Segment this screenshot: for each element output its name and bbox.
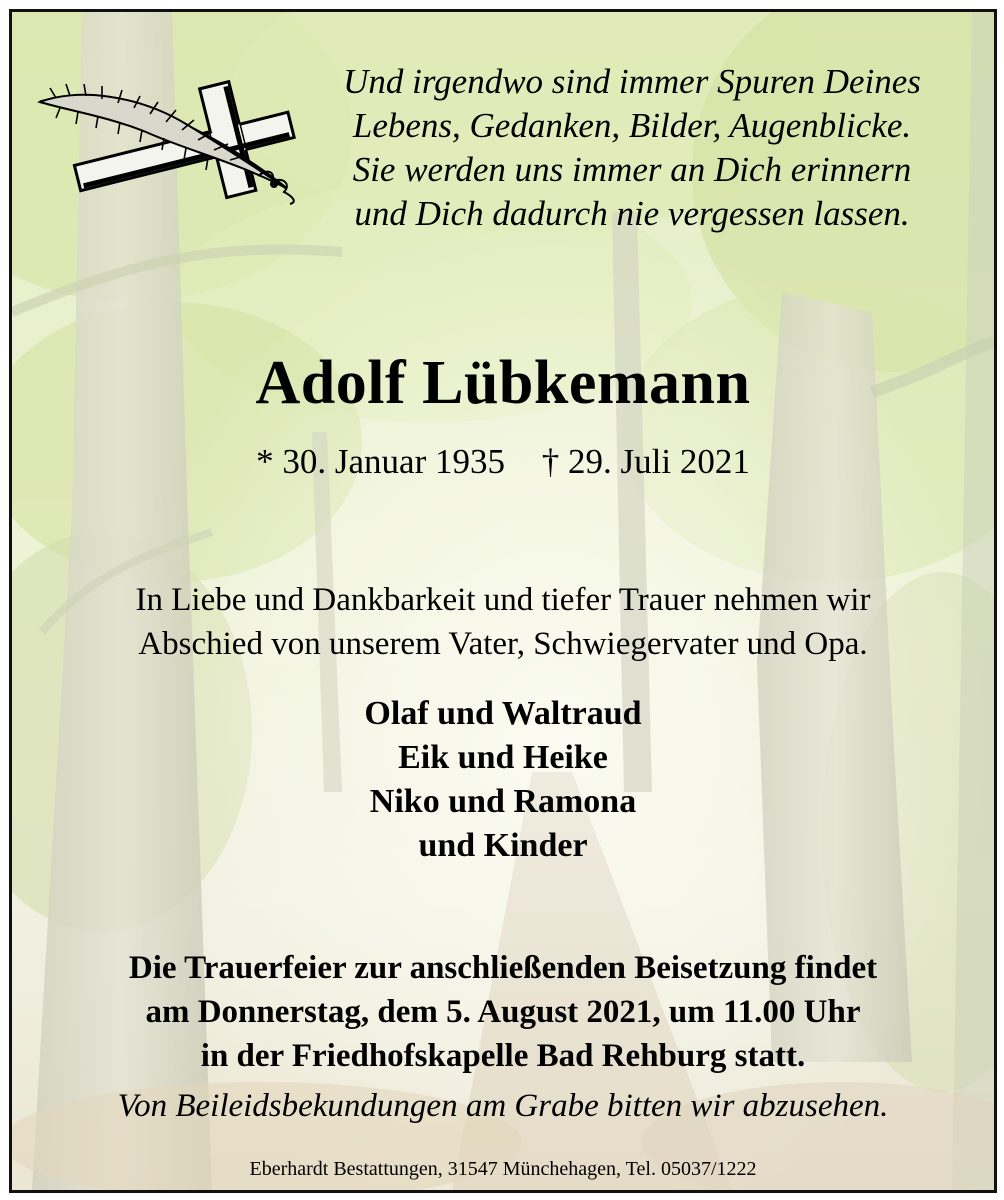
obituary-card [9,9,997,1193]
funeral-service-info [12,946,994,1078]
condolence-notice: Von Beileidsbekundungen am Grabe bitten wir abzusehen. [117,1088,889,1124]
obituary-content [12,12,994,1190]
poem-line: und Dich dadurch nie vergessen lassen. [354,194,910,233]
poem-line: Lebens, Gedanken, Bilder, Augenblicke. [352,106,912,145]
funeral-home-contact: Eberhardt Bestattungen, 31547 Münchehagen, Tel. 05037/1222 [249,1158,757,1180]
death-date: † 29. Juli 2021 [541,442,750,481]
service-line: Die Trauerfeier zur anschließenden Beisetzung findet [128,950,878,986]
life-dates [12,440,994,484]
service-line: am Donnerstag, dem 5. August 2021, um 11.00 Uhr [145,994,861,1030]
poem-line: Sie werden uns immer an Dich erinnern [352,150,912,189]
farewell-line: In Liebe und Dankbarkeit und tiefer Trauer nehmen wir [135,582,871,618]
service-line: in der Friedhofskapelle Bad Rehburg statt. [200,1038,806,1074]
birth-date: * 30. Januar 1935 [256,442,506,481]
deceased-name: Adolf Lübkemann [255,349,751,417]
mourner-entry: Niko und Ramona [369,783,637,820]
mourner-entry: Olaf und Waltraud [364,695,642,732]
memorial-poem [302,60,962,236]
farewell-line: Abschied von unserem Vater, Schwiegervater und Opa. [138,626,868,662]
mourner-entry: und Kinder [418,827,588,864]
mourner-entry: Eik und Heike [398,739,608,776]
poem-line: Und irgendwo sind immer Spuren Deines [343,62,921,101]
mourners-list [12,692,994,868]
cross-with-palm-frond-icon [36,80,308,206]
farewell-text [12,578,994,666]
